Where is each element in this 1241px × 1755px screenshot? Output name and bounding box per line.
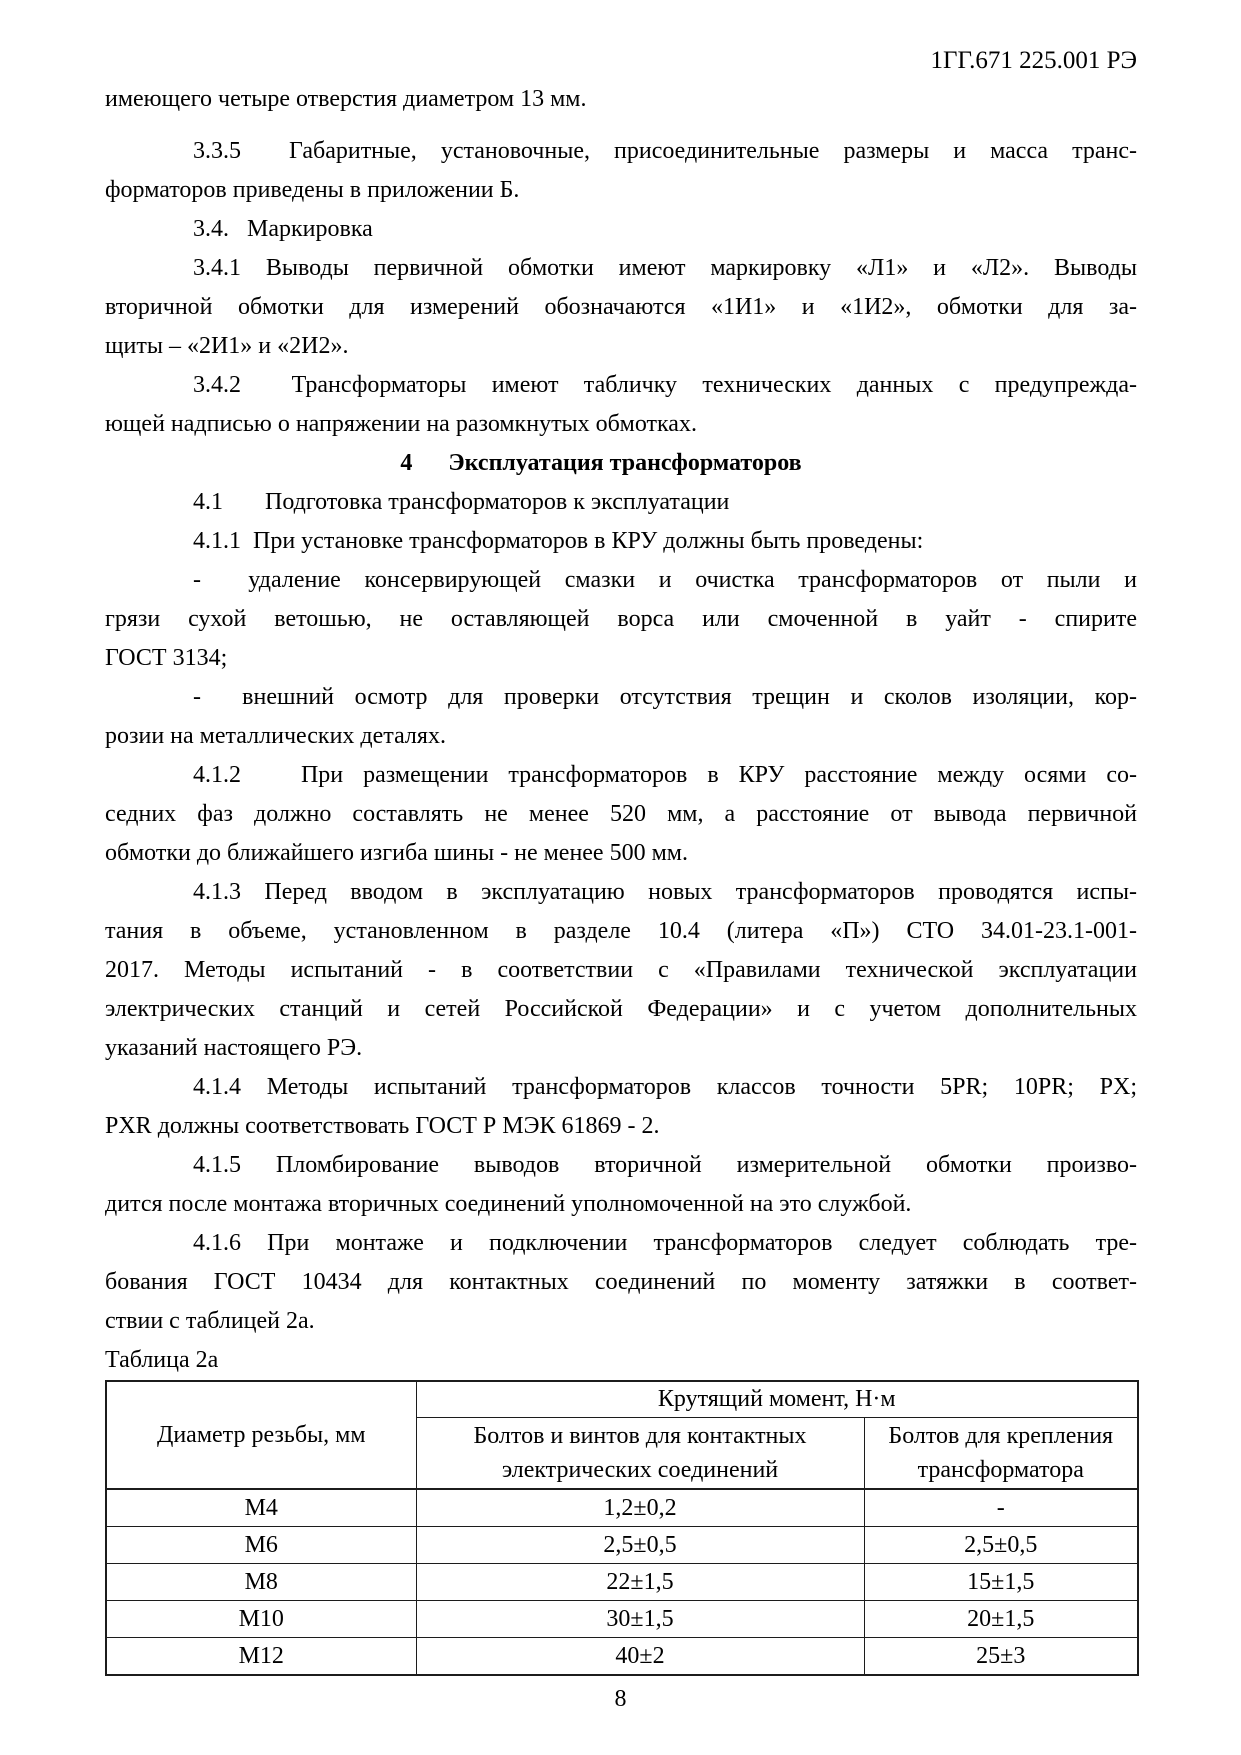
text-line: 4 Эксплуатация трансформаторов xyxy=(400,450,802,476)
paragraph xyxy=(105,522,1137,561)
paragraph xyxy=(105,561,1137,678)
text-line: 4.1.5 Пломбирование выводов вторичной измерительной обмотки произво- xyxy=(193,1152,1137,1178)
text-line: дится после монтажа вторичных соединений уполномоченной на это службой. xyxy=(105,1191,912,1217)
paragraph xyxy=(105,80,1137,119)
table-cell: 22±1,5 xyxy=(416,1564,864,1601)
text-line: 4.1 Подготовка трансформаторов к эксплуатации xyxy=(193,489,730,515)
table-cell: 2,5±0,5 xyxy=(864,1527,1138,1564)
text-line: 4.1.4 Методы испытаний трансформаторов классов точности 5PR; 10PR; PX; xyxy=(193,1074,1137,1100)
paragraph xyxy=(105,132,1137,210)
text-line: щиты – «2И1» и «2И2». xyxy=(105,333,349,359)
text-line: 3.4. Маркировка xyxy=(193,216,373,242)
table-cell: М12 xyxy=(106,1638,416,1676)
text-line: тания в объеме, установленном в разделе 10.4 (литера «П») СТО 34.01-23.1-001- xyxy=(105,918,1137,944)
text-line: имеющего четыре отверстия диаметром 13 мм. xyxy=(105,86,587,112)
text-line: седних фаз должно составлять не менее 520 мм, а расстояние от вывода первичной xyxy=(105,801,1137,827)
paragraph xyxy=(105,873,1137,1068)
text-line: - внешний осмотр для проверки отсутствия трещин и сколов изоляции, кор- xyxy=(193,684,1137,710)
text-line: 2017. Методы испытаний - в соответствии с «Правилами технической эксплуатации xyxy=(105,957,1137,983)
text-line: форматоров приведены в приложении Б. xyxy=(105,177,520,203)
text-line: обмотки до ближайшего изгиба шины - не менее 500 мм. xyxy=(105,840,688,866)
header-transformer-mounting: Болтов для крепления трансформатора xyxy=(864,1418,1138,1490)
table-cell: 40±2 xyxy=(416,1638,864,1676)
table-row xyxy=(106,1638,1138,1676)
text-line: 4.1.3 Перед вводом в эксплуатацию новых трансформаторов проводятся испы- xyxy=(193,879,1137,905)
table-row xyxy=(106,1564,1138,1601)
paragraph xyxy=(105,756,1137,873)
table-cell: М8 xyxy=(106,1564,416,1601)
paragraph xyxy=(105,1146,1137,1224)
paragraph xyxy=(105,1068,1137,1146)
text-line: розии на металлических деталях. xyxy=(105,723,446,749)
torque-table xyxy=(105,1380,1139,1676)
paragraph xyxy=(105,210,1137,249)
paragraph xyxy=(105,1224,1137,1341)
header-contact-connections: Болтов и винтов для контактных электрических соединений xyxy=(416,1418,864,1490)
paragraph xyxy=(105,366,1137,444)
table-cell: М6 xyxy=(106,1527,416,1564)
table-header-row-group xyxy=(106,1381,1138,1418)
paragraph xyxy=(105,483,1137,522)
table-cell: 15±1,5 xyxy=(864,1564,1138,1601)
text-line: бования ГОСТ 10434 для контактных соединений по моменту затяжки в соответ- xyxy=(105,1269,1137,1295)
document-body xyxy=(105,80,1137,1676)
table-cell: М10 xyxy=(106,1601,416,1638)
torque-table-header xyxy=(106,1381,1138,1489)
paragraph xyxy=(105,678,1137,756)
text-line: 4.1.1 При установке трансформаторов в КРУ должны быть проведены: xyxy=(193,528,924,554)
text-line: 4.1.2 При размещении трансформаторов в КРУ расстояние между осями со- xyxy=(193,762,1137,788)
text-line: грязи сухой ветошью, не оставляющей ворса или смоченной в уайт - спирите xyxy=(105,606,1137,632)
table-row xyxy=(106,1489,1138,1527)
text-line: электрических станций и сетей Российской Федерации» и с учетом дополнительных xyxy=(105,996,1137,1022)
page-number: 8 xyxy=(614,1686,627,1712)
table-row xyxy=(106,1527,1138,1564)
text-line: PXR должны соответствовать ГОСТ Р МЭК 61869 - 2. xyxy=(105,1113,660,1139)
document-number-header: 1ГГ.671 225.001 РЭ xyxy=(930,47,1137,74)
table-row xyxy=(106,1601,1138,1638)
table-cell: - xyxy=(864,1489,1138,1527)
table-cell: М4 xyxy=(106,1489,416,1527)
table-cell: 30±1,5 xyxy=(416,1601,864,1638)
text-line: ствии с таблицей 2а. xyxy=(105,1308,315,1334)
text-line: ГОСТ 3134; xyxy=(105,645,228,671)
paragraph xyxy=(105,444,1137,483)
table-cell: 20±1,5 xyxy=(864,1601,1138,1638)
text-line: ющей надписью о напряжении на разомкнутых обмотках. xyxy=(105,411,697,437)
paragraph xyxy=(105,249,1137,366)
text-line: указаний настоящего РЭ. xyxy=(105,1035,363,1061)
table-cell: 25±3 xyxy=(864,1638,1138,1676)
text-line: вторичной обмотки для измерений обозначаются «1И1» и «1И2», обмотки для за- xyxy=(105,294,1137,320)
header-thread-diameter: Диаметр резьбы, мм xyxy=(106,1381,416,1489)
text-line: 3.4.1 Выводы первичной обмотки имеют маркировку «Л1» и «Л2». Выводы xyxy=(193,255,1137,281)
text-line: 3.4.2 Трансформаторы имеют табличку технических данных с предупрежда- xyxy=(193,372,1137,398)
header-torque-group: Крутящий момент, Н·м xyxy=(416,1381,1138,1418)
text-line: 3.3.5 Габаритные, установочные, присоединительные размеры и масса транс- xyxy=(193,138,1137,164)
table-cell: 1,2±0,2 xyxy=(416,1489,864,1527)
table-caption: Таблица 2а xyxy=(105,1347,219,1373)
torque-table-body xyxy=(106,1489,1138,1675)
table-cell: 2,5±0,5 xyxy=(416,1527,864,1564)
text-line: - удаление консервирующей смазки и очистка трансформаторов от пыли и xyxy=(193,567,1137,593)
text-line: 4.1.6 При монтаже и подключении трансформаторов следует соблюдать тре- xyxy=(193,1230,1137,1256)
